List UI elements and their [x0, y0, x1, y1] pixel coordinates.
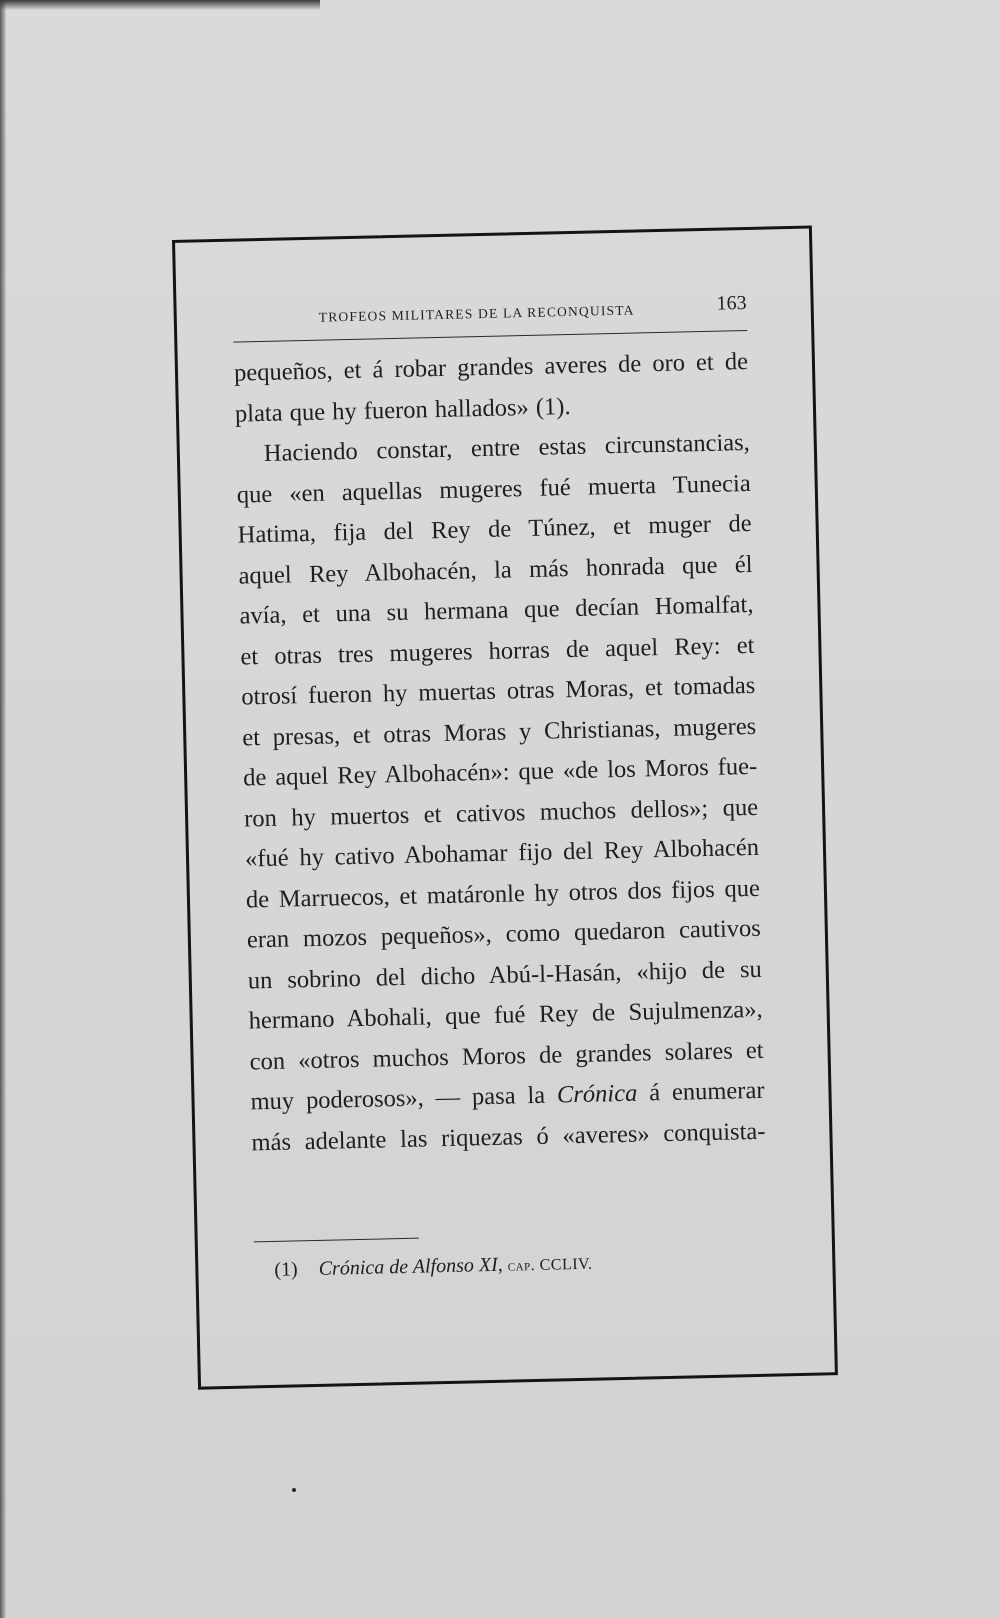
text-line-4: que «en aquellas mugeres fué muerta Tunecia	[236, 469, 751, 509]
page-frame	[172, 225, 838, 1389]
text-line-15: eran mozos pequeños», como quedaron cautivos	[246, 914, 762, 954]
footnote-mark: (1)	[274, 1258, 298, 1281]
page-edge-shadow	[0, 0, 6, 1618]
footnote	[274, 1252, 593, 1282]
text-line-14: de Marruecos, et matáronle hy otros dos fijos que	[245, 874, 761, 913]
body-text	[234, 342, 766, 1163]
text-line-12: ron hy muertos et cativos muchos dellos»; que	[243, 793, 759, 833]
text-line-11: de aquel Rey Albohacén»: que «de los Moros fue-	[242, 752, 758, 792]
text-line-16: un sobrino del dicho Abú-l-Hasán, «hijo de su	[247, 955, 762, 994]
text-line-13: «fué hy cativo Abohamar fijo del Rey Albohacén	[244, 833, 760, 873]
page-header	[232, 292, 747, 334]
text-line-9: otrosí fueron hy muertas otras Moras, et tomadas	[241, 671, 756, 711]
text-line-20: más adelante las riquezas ó «averes» conquista-	[251, 1117, 766, 1156]
text-line-19: muy poderosos», — pasa la Crónica á enumerar	[250, 1076, 765, 1116]
text-line-18: con «otros muchos Moros de grandes solares et	[249, 1036, 764, 1075]
text-line-3: Haciendo constar, entre estas circunstancias,	[263, 428, 751, 467]
text-line-10: et presas, et otras Moras y Christianas, mugeres	[241, 712, 757, 752]
paper-speck	[292, 1488, 296, 1492]
page-number: 163	[716, 291, 747, 315]
text-line-17: hermano Abohali, que fué Rey de Sujulmenza»,	[248, 995, 763, 1035]
text-line-7: avía, et una su hermana que decían Homalfat,	[239, 590, 754, 630]
text-line-6: aquel Rey Albohacén, la más honrada que él	[238, 550, 753, 590]
text-line-5: Hatima, fija del Rey de Túnez, et muger de	[237, 509, 752, 549]
footnote-rule	[254, 1238, 419, 1243]
top-edge-shadow	[0, 0, 320, 10]
text-line-2: plata que hy fueron hallados» (1).	[234, 392, 571, 428]
footnote-title: Crónica de Alfonso XI,	[318, 1253, 503, 1280]
footnote-chapter: cap. CCLIV.	[507, 1255, 593, 1275]
text-line-8: et otras tres mugeres horras de aquel Rey: et	[240, 631, 755, 671]
italic-title: Crónica	[556, 1079, 638, 1109]
text-line-1: pequeños, et á robar grandes averes de oro et de	[233, 347, 749, 387]
running-head: TROFEOS MILITARES DE LA RECONQUISTA	[318, 302, 635, 325]
